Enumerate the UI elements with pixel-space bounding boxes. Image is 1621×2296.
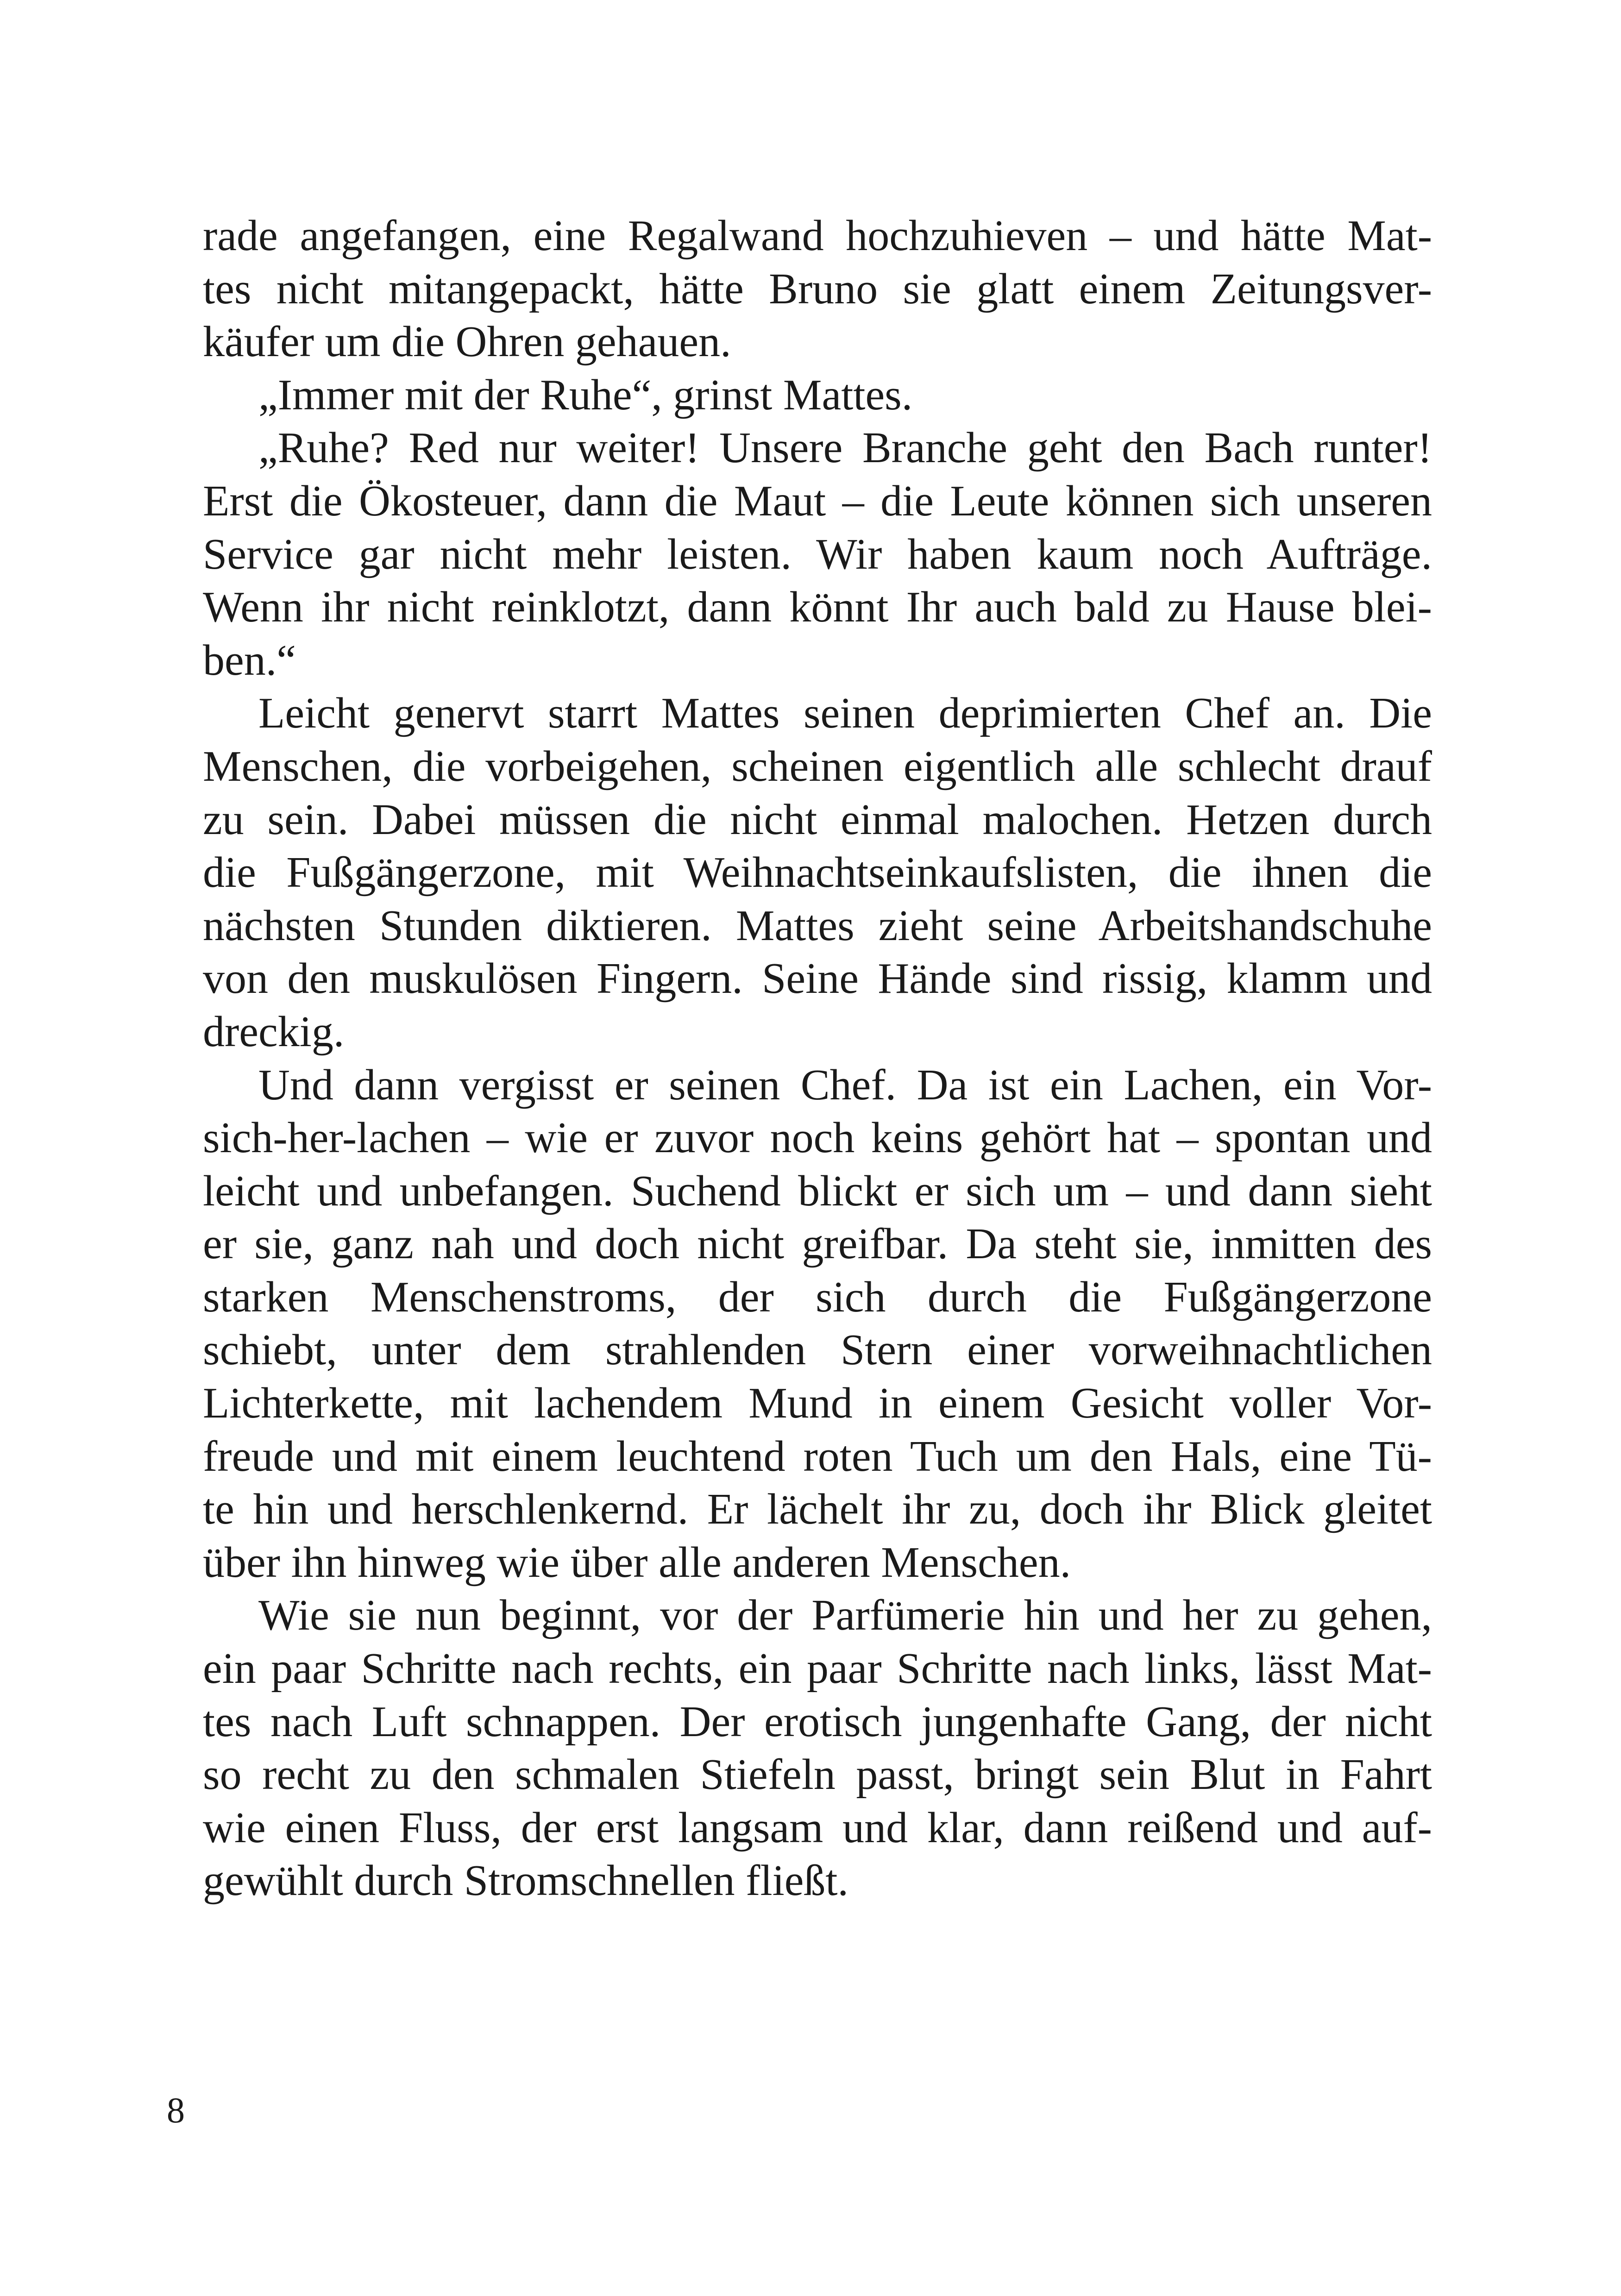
text-line: starken Menschenstroms, der sich durch die Fußgängerzone <box>203 1273 1432 1321</box>
text-line: leicht und unbefangen. Suchend blickt er sich um – und dann sieht <box>203 1167 1432 1215</box>
body-text <box>203 209 1432 1907</box>
text-line: dreckig. <box>203 1007 345 1056</box>
text-line: rade angefangen, eine Regalwand hochzuhieven – und hätte Mat- <box>203 212 1432 260</box>
text-line: gewühlt durch Stromschnellen fließt. <box>203 1857 849 1905</box>
text-line: zu sein. Dabei müssen die nicht einmal malochen. Hetzen durch <box>203 795 1432 844</box>
text-line: „Ruhe? Red nur weiter! Unsere Branche geht den Bach runter! <box>258 424 1432 472</box>
text-line: Leicht genervt starrt Mattes seinen deprimierten Chef an. Die <box>258 689 1432 738</box>
text-line: Erst die Ökosteuer, dann die Maut – die Leute können sich unseren <box>203 477 1432 525</box>
text-line: wie einen Fluss, der erst langsam und klar, dann reißend und auf- <box>203 1803 1432 1852</box>
text-line: sich-her-lachen – wie er zuvor noch keins gehört hat – spontan und <box>203 1114 1432 1162</box>
text-line: te hin und herschlenkernd. Er lächelt ihr zu, doch ihr Blick gleitet <box>203 1485 1432 1534</box>
page-number: 8 <box>167 2090 185 2130</box>
text-line: ein paar Schritte nach rechts, ein paar Schritte nach links, lässt Mat- <box>203 1644 1432 1693</box>
text-line: nächsten Stunden diktieren. Mattes zieht seine Arbeitshandschuhe <box>203 901 1432 950</box>
text-line: Lichterkette, mit lachendem Mund in einem Gesicht voller Vor- <box>203 1379 1432 1428</box>
text-line: Und dann vergisst er seinen Chef. Da ist ein Lachen, ein Vor- <box>258 1060 1432 1109</box>
text-line: tes nicht mitangepackt, hätte Bruno sie glatt einem Zeitungsver- <box>203 264 1432 313</box>
text-line: schiebt, unter dem strahlenden Stern einer vorweihnachtlichen <box>203 1326 1432 1374</box>
text-line: Wenn ihr nicht reinklotzt, dann könnt Ihr auch bald zu Hause blei- <box>203 583 1432 632</box>
text-line: freude und mit einem leuchtend roten Tuch um den Hals, eine Tü- <box>203 1432 1432 1480</box>
text-line: die Fußgängerzone, mit Weihnachtseinkaufslisten, die ihnen die <box>203 848 1432 897</box>
text-line: Menschen, die vorbeigehen, scheinen eigentlich alle schlecht drauf <box>203 742 1432 790</box>
text-line: tes nach Luft schnappen. Der erotisch jungenhafte Gang, der nicht <box>203 1697 1432 1746</box>
text-line: „Immer mit der Ruhe“, grinst Mattes. <box>258 370 913 419</box>
text-line: käufer um die Ohren gehauen. <box>203 318 731 366</box>
text-line: Wie sie nun beginnt, vor der Parfümerie hin und her zu gehen, <box>258 1591 1432 1640</box>
text-line: Service gar nicht mehr leisten. Wir haben kaum noch Aufträge. <box>203 530 1432 578</box>
text-line: ben.“ <box>203 636 296 684</box>
text-line: über ihn hinweg wie über alle anderen Menschen. <box>203 1538 1071 1587</box>
text-line: von den muskulösen Fingern. Seine Hände sind rissig, klamm und <box>203 954 1432 1003</box>
text-line: er sie, ganz nah und doch nicht greifbar. Da steht sie, inmitten des <box>203 1220 1432 1268</box>
text-line: so recht zu den schmalen Stiefeln passt, bringt sein Blut in Fahrt <box>203 1750 1432 1799</box>
